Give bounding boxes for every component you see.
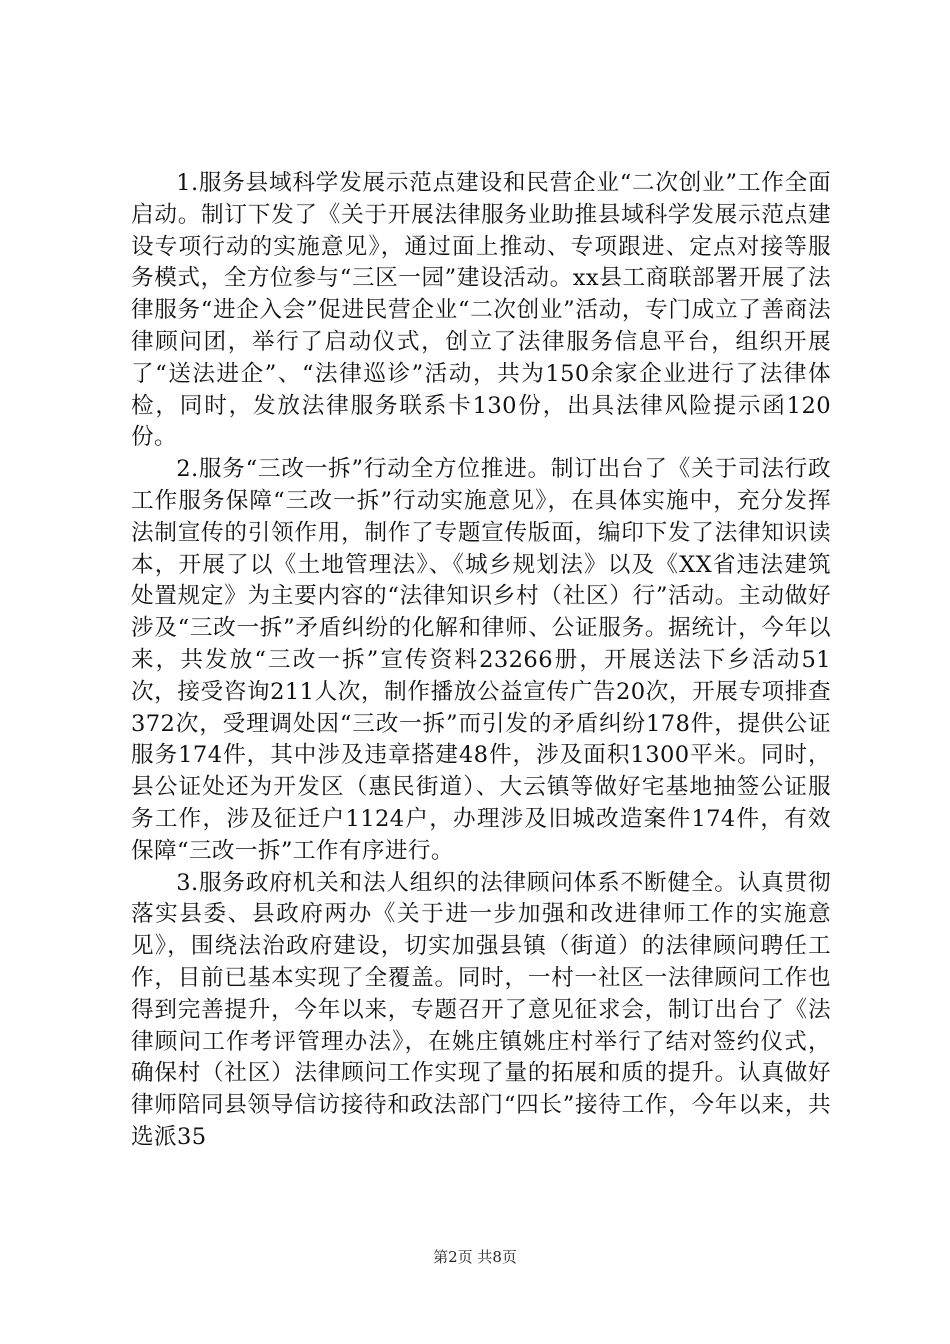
document-body [131,168,831,1154]
paragraph-3: 3.服务政府机关和法人组织的法律顾问体系不断健全。认真贯彻落实县委、县政府两办《关于进一步加强和改进律师工作的实施意见》，围绕法治政府建设，切实加强县镇（街道）的法律顾问聘任工作，目前已基本实现了全覆盖。同时，一村一社区一法律顾问工作也得到完善提升，今年以来，专题召开了意见征求会，制订出台了《法律顾问工作考评管理办法》，在姚庄镇姚庄村举行了结对签约仪式，确保村（社区）法律顾问工作实现了量的拓展和质的提升。认真做好律师陪同县领导信访接待和政法部门“四长”接待工作，今年以来，共选派35 [131,869,831,1150]
paragraph-1: 1.服务县域科学发展示范点建设和民营企业“二次创业”工作全面启动。制订下发了《关于开展法律服务业助推县域科学发展示范点建设专项行动的实施意见》，通过面上推动、专项跟进、定点对接等服务模式，全方位参与“三区一园”建设活动。xx县工商联部署开展了法律服务“进企入会”促进民营企业“二次创业”活动，专门成立了善商法律顾问团，举行了启动仪式，创立了法律服务信息平台，组织开展了“送法进企”、“法律巡诊”活动，共为150余家企业进行了法律体检，同时，发放法律服务联系卡130份，出具法律风险提示函120份。 [131,170,831,451]
page-footer: 第2页 共8页 [433,1248,517,1266]
paragraph-2: 2.服务“三改一拆”行动全方位推进。制订出台了《关于司法行政工作服务保障“三改一拆”行动实施意见》，在具体实施中，充分发挥法制宣传的引领作用，制作了专题宣传版面，编印下发了法律知识读本，开展了以《土地管理法》、《城乡规划法》以及《XX省违法建筑处置规定》为主要内容的“法律知识乡村（社区）行”活动。主动做好涉及“三改一拆”矛盾纠纷的化解和律师、公证服务。据统计，今年以来，共发放“三改一拆”宣传资料23266册，开展送法下乡活动51次，接受咨询211人次，制作播放公益宣传广告20次，开展专项排查372次，受理调处因“三改一拆”而引发的矛盾纠纷178件，提供公证服务174件，其中涉及违章搭建48件，涉及面积1300平米。同时，县公证处还为开发区（惠民街道）、大云镇等做好宅基地抽签公证服务工作，涉及征迁户1124户，办理涉及旧城改造案件174件，有效保障“三改一拆”工作有序进行。 [131,456,831,864]
